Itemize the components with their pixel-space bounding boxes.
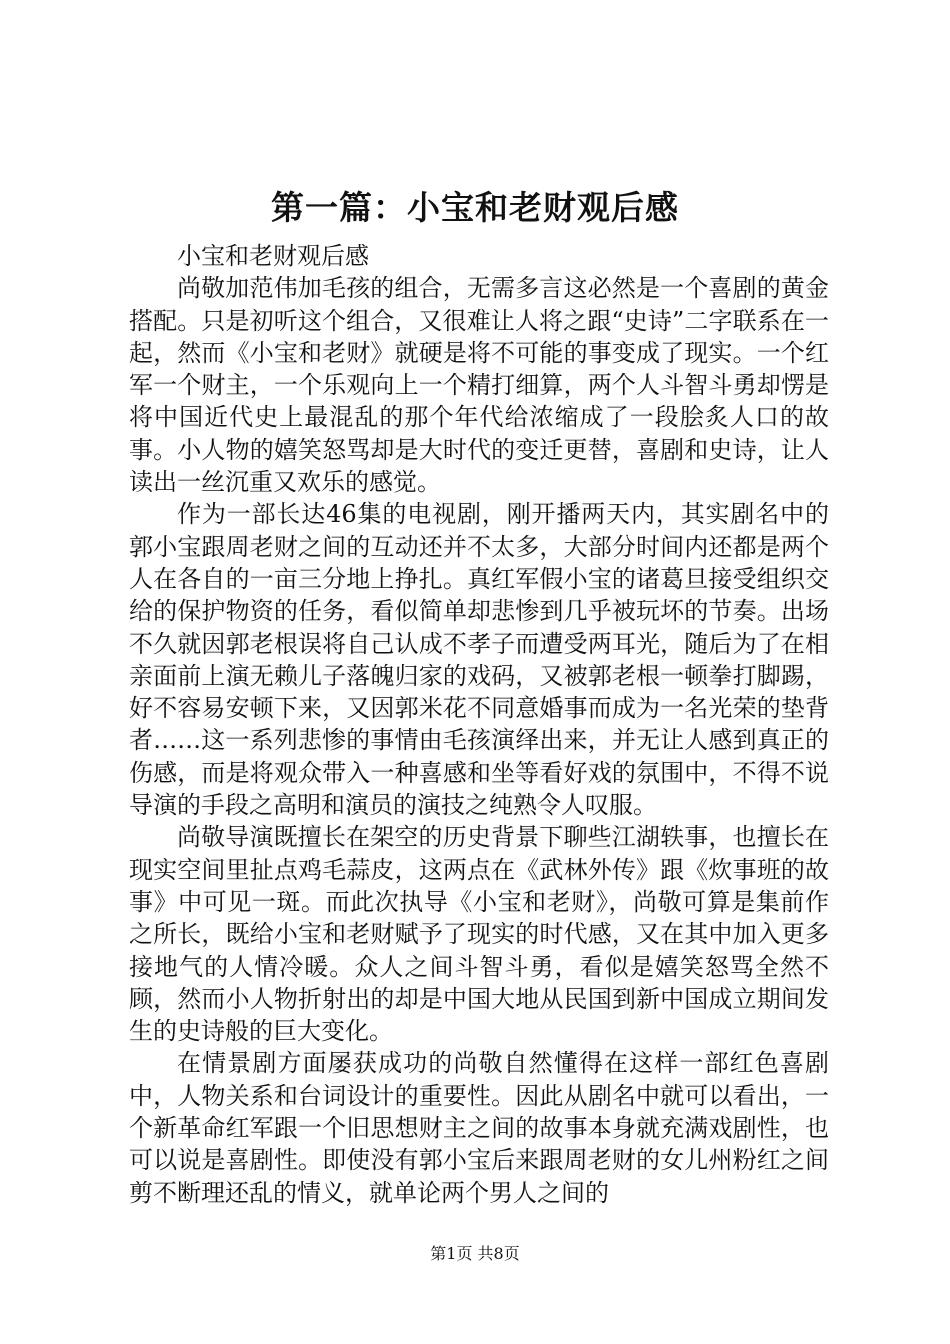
paragraph-2: 作为一部长达46集的电视剧，刚开播两天内，其实剧名中的郭小宝跟周老财之间的互动还并不太多，大部分时间内还都是两个人在各自的一亩三分地上挣扎。真红军假小宝的诸葛旦接受组织交给的保护物资的任务，看似简单却悲惨到几乎被玩坏的节奏。出场不久就因郭老根误将自己认成不孝子而遭受两耳光，随后为了在相亲面前上演无赖儿子落魄归家的戏码，又被郭老根一顿拳打脚踢，好不容易安顿下来，又因郭米花不同意婚事而成为一名光荣的垫背者……这一系列悲惨的事情由毛孩演绎出来，并无让人感到真正的伤感，而是将观众带入一种喜感和坐等看好戏的氛围中，不得不说导演的手段之高明和演员的演技之纯熟令人叹服。 <box>129 500 829 820</box>
paragraph-4: 在情景剧方面屡获成功的尚敬自然懂得在这样一部红色喜剧中，人物关系和台词设计的重要性。因此从剧名中就可以看出，一个新革命红军跟一个旧思想财主之间的故事本身就充满戏剧性，也可以说是喜剧性。即使没有郭小宝后来跟周老财的女儿州粉红之间剪不断理还乱的情义，就单论两个男人之间的 <box>129 1049 829 1207</box>
page-number-footer: 第1页 共8页 <box>430 1244 520 1263</box>
paragraph-1: 尚敬加范伟加毛孩的组合，无需多言这必然是一个喜剧的黄金搭配。只是初听这个组合，又很难让人将之跟“史诗”二字联系在一起，然而《小宝和老财》就硬是将不可能的事变成了现实。一个红军一个财主，一个乐观向上一个精打细算，两个人斗智斗勇却愣是将中国近代史上最混乱的那个年代给浓缩成了一段脍炙人口的故事。小人物的嬉笑怒骂却是大时代的变迁更替，喜剧和史诗，让人读出一丝沉重又欢乐的感觉。 <box>129 274 829 497</box>
document-body <box>129 240 829 1209</box>
document-subtitle: 小宝和老财观后感 <box>177 242 369 270</box>
paragraph-3: 尚敬导演既擅长在架空的历史背景下聊些江湖轶事，也擅长在现实空间里扯点鸡毛蒜皮，这两点在《武林外传》跟《炊事班的故事》中可见一斑。而此次执导《小宝和老财》，尚敬可算是集前作之所长，既给小宝和老财赋予了现实的时代感，又在其中加入更多接地气的人情冷暖。众人之间斗智斗勇，看似是嬉笑怒骂全然不顾，然而小人物折射出的却是中国大地从民国到新中国成立期间发生的史诗般的巨大变化。 <box>129 823 829 1046</box>
document-title: 第一篇：小宝和老财观后感 <box>271 188 679 227</box>
